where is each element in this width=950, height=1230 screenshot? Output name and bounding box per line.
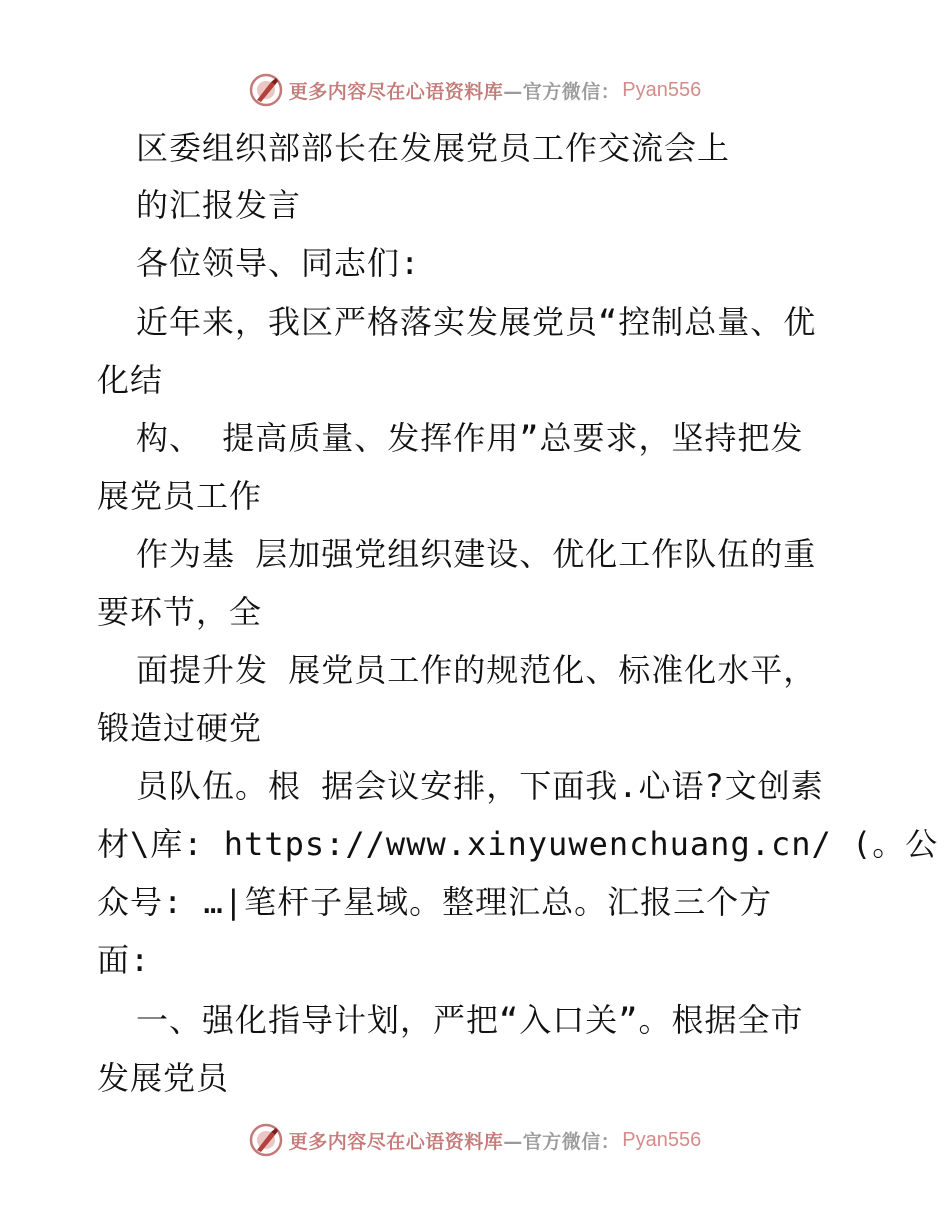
document-line: 面提升发 展党员工作的规范化、标准化水平， (136, 651, 817, 689)
document-title-line-1: 区委组织部部长在发展党员工作交流会上 (136, 129, 731, 167)
document-line: 众号: …|笔杆子星域。整理汇总。汇报三个方 (97, 883, 773, 921)
quill-pen-logo-icon (249, 73, 283, 107)
header-watermark-banner (0, 70, 950, 110)
banner-main-text: 更多内容尽在心语资料库 (288, 80, 504, 103)
quill-pen-logo-icon (249, 1123, 283, 1157)
banner-wechat-id: Pyan556 (622, 78, 702, 101)
document-section-heading-line: 一、强化指导计划，严把“入口关”。根据全市 (136, 1001, 804, 1039)
document-line: 要环节，全 (97, 593, 263, 631)
document-salutation: 各位领导、同志们: (136, 244, 421, 282)
document-line: 面: (97, 941, 151, 979)
document-line: 化结 (97, 361, 164, 399)
document-line: 近年来，我区严格落实发展党员“控制总量、优 (136, 303, 817, 341)
document-line-with-link: 材\库: https://www.xinyuwenchuang.cn/ (。公 (97, 825, 939, 863)
document-title-line-2: 的汇报发言 (136, 186, 302, 224)
banner-sub-text: —官方微信： (503, 80, 621, 103)
document-line: 发展党员 (97, 1059, 230, 1097)
banner-wechat-id: Pyan556 (622, 1128, 702, 1151)
document-line: 锻造过硬党 (97, 709, 263, 747)
document-line: 员队伍。根 据会议安排，下面我.心语?文创素 (136, 767, 824, 805)
document-line: 作为基 层加强党组织建设、优化工作队伍的重 (136, 535, 817, 573)
document-line: 构、 提高质量、发挥作用”总要求，坚持把发 (136, 419, 804, 457)
document-line: 展党员工作 (97, 477, 263, 515)
footer-watermark-banner (0, 1120, 950, 1160)
banner-sub-text: —官方微信： (503, 1130, 621, 1153)
banner-main-text: 更多内容尽在心语资料库 (288, 1130, 504, 1153)
